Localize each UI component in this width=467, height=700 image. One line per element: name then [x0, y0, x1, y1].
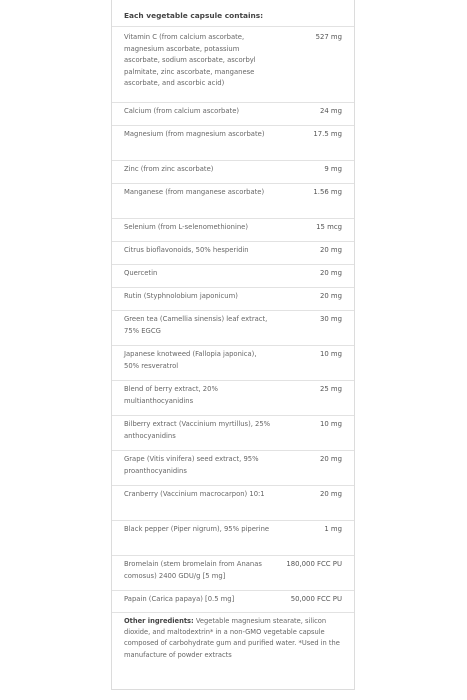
- ingredient-name: Green tea (Camellia sinensis) leaf extract, 75% EGCG: [124, 315, 268, 335]
- ingredient-amount: 180,000 FCC PU: [286, 560, 342, 568]
- ingredient-amount: 9 mg: [324, 165, 342, 173]
- other-ingredients: [124, 616, 346, 661]
- ingredient-name: Manganese (from manganese ascorbate): [124, 188, 265, 196]
- ingredient-name: Vitamin C (from calcium ascorbate, magnesium ascorbate, potassium ascorbate, sodium ascorbate, ascorbyl palmitate, zinc ascorbate, manganese ascorbate, and ascorbic acid): [124, 33, 256, 87]
- ingredient-amount: 10 mg: [319, 350, 342, 358]
- row-divider: [112, 415, 354, 416]
- ingredient-name: Calcium (from calcium ascorbate): [124, 107, 240, 115]
- row-divider: [112, 264, 354, 265]
- row-divider: [112, 241, 354, 242]
- ingredient-name: Zinc (from zinc ascorbate): [124, 165, 214, 173]
- other-ingredients-label: Other ingredients:: [124, 617, 194, 625]
- other-ingredients-text: Vegetable magnesium stearate, silicon dioxide, and maltodextrin* in a non-GMO vegetable capsule composed of carbohydrate gum and purified water. *Used in the manufacture of powder extracts: [124, 617, 340, 659]
- row-divider: [112, 183, 354, 184]
- ingredient-amount: 20 mg: [319, 455, 342, 463]
- ingredient-name: Papain (Carica papaya) [0.5 mg]: [124, 595, 235, 603]
- ingredient-name: Black pepper (Piper nigrum), 95% piperine: [124, 525, 270, 533]
- ingredient-name: Quercetin: [124, 269, 158, 277]
- row-divider: [112, 555, 354, 556]
- section-header: Each vegetable capsule contains:: [124, 11, 264, 20]
- row-divider: [112, 310, 354, 311]
- ingredient-name: Selenium (from L-selenomethionine): [124, 223, 249, 231]
- ingredient-amount: 15 mcg: [316, 223, 342, 231]
- ingredient-name: Japanese knotweed (Fallopia japonica), 50% resveratrol: [124, 350, 257, 370]
- ingredient-amount: 1.56 mg: [313, 188, 342, 196]
- ingredient-amount: 50,000 FCC PU: [290, 595, 342, 603]
- row-divider: [112, 287, 354, 288]
- ingredient-name: Cranberry (Vaccinium macrocarpon) 10:1: [124, 490, 265, 498]
- ingredient-amount: 20 mg: [319, 246, 342, 254]
- ingredient-name: Grape (Vitis vinifera) seed extract, 95% proanthocyanidins: [124, 455, 259, 475]
- ingredient-amount: 20 mg: [319, 269, 342, 277]
- row-divider: [112, 450, 354, 451]
- ingredient-amount: 17.5 mg: [313, 130, 342, 138]
- row-divider: [112, 218, 354, 219]
- row-divider: [112, 102, 354, 103]
- ingredient-amount: 20 mg: [319, 292, 342, 300]
- ingredient-amount: 25 mg: [319, 385, 342, 393]
- ingredient-amount: 30 mg: [319, 315, 342, 323]
- row-divider: [112, 125, 354, 126]
- row-divider: [112, 380, 354, 381]
- supplement-facts-panel: [111, 0, 355, 690]
- ingredient-amount: 24 mg: [319, 107, 342, 115]
- ingredient-amount: 527 mg: [315, 33, 342, 41]
- row-divider: [112, 26, 354, 27]
- row-divider: [112, 612, 354, 613]
- ingredient-name: Bilberry extract (Vaccinium myrtillus), 25% anthocyanidins: [124, 420, 271, 440]
- ingredient-amount: 20 mg: [319, 490, 342, 498]
- row-divider: [112, 520, 354, 521]
- ingredient-name: Citrus bioflavonoids, 50% hesperidin: [124, 246, 249, 254]
- ingredient-name: Rutin (Styphnolobium japonicum): [124, 292, 238, 300]
- ingredient-name: Blend of berry extract, 20% multianthocyanidins: [124, 385, 218, 405]
- row-divider: [112, 345, 354, 346]
- row-divider: [112, 160, 354, 161]
- row-divider: [112, 485, 354, 486]
- ingredient-name: Magnesium (from magnesium ascorbate): [124, 130, 265, 138]
- ingredient-amount: 1 mg: [324, 525, 342, 533]
- ingredient-name: Bromelain (stem bromelain from Ananas comosus) 2400 GDU/g [5 mg]: [124, 560, 262, 580]
- ingredient-amount: 10 mg: [319, 420, 342, 428]
- row-divider: [112, 590, 354, 591]
